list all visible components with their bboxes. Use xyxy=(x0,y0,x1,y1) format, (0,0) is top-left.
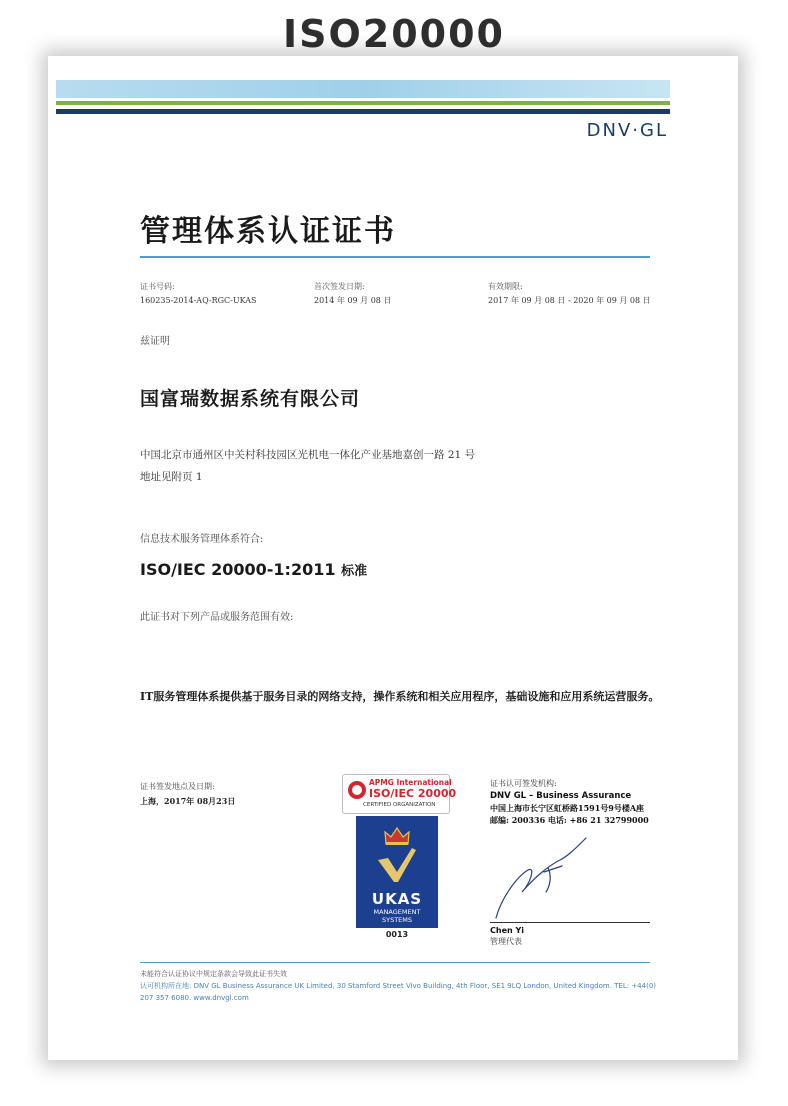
certificate-footer: 未能符合认证协议中规定条款会导致此证书失效 认可机构所在地: DNV GL Business Assurance UK Limited, 30 Stamford Street Vivo Building, 4th Floor, SE1 9LQ London, United Kingdom. TEL: +44(0) 207 357 6080. www.dnvgl.com xyxy=(140,970,657,1002)
page-heading: ISO20000 xyxy=(282,12,505,56)
crown-icon xyxy=(383,824,411,846)
scope-label: 此证书对下列产品或服务范围有效: xyxy=(140,612,294,623)
handwritten-signature xyxy=(488,826,598,926)
header-stripe-green xyxy=(56,101,670,105)
title-divider xyxy=(140,256,650,258)
footer-divider xyxy=(140,962,650,963)
dnvgl-logo: DNV·GL xyxy=(586,120,668,141)
company-address: 中国北京市通州区中关村科技园区光机电一体化产业基地嘉创一路 21 号 地址见附页 1 xyxy=(140,449,476,483)
certificate-sheet xyxy=(48,56,738,1060)
ukas-accreditation-mark: UKAS MANAGEMENT SYSTEMS xyxy=(356,816,438,928)
issue-place-date: 证书签发地点及日期: 上海，2017年 08月23日 xyxy=(140,782,236,806)
signature-line xyxy=(490,922,650,923)
company-name: 国富瑞数据系统有限公司 xyxy=(140,388,361,410)
meta-validity: 有效期限: 2017 年 09 月 08 日 - 2020 年 09 月 08 日 xyxy=(488,282,651,305)
meta-certificate-number: 证书号码: 160235-2014-AQ-RGC-UKAS xyxy=(140,282,257,305)
apmg-iso20000-badge: APMG International ISO/IEC 20000 CERTIFIED ORGANIZATION xyxy=(342,774,450,814)
header-stripe-blue xyxy=(56,80,670,98)
standard-name: ISO/IEC 20000-1:2011 标准 xyxy=(140,560,368,579)
ukas-number: 0013 xyxy=(385,930,409,939)
signer-block: Chen Yi 管理代表 xyxy=(490,926,525,946)
issuing-authority: 证书认可签发机构: DNV GL – Business Assurance 中国上海市长宁区虹桥路1591号9号楼A座 邮编: 200336 电话: +86 21 32799000 xyxy=(490,779,649,825)
certificate-title: 管理体系认证证书 xyxy=(140,214,396,249)
tick-icon xyxy=(376,846,418,884)
apmg-swirl-icon xyxy=(348,781,366,799)
attest-text: 兹证明 xyxy=(140,336,170,347)
header-stripe-navy xyxy=(56,109,670,114)
conform-label: 信息技术服务管理体系符合: xyxy=(140,534,264,545)
scope-text: IT服务管理体系提供基于服务目录的网络支持，操作系统和相关应用程序，基础设施和应用系统运营服务。 xyxy=(140,690,660,703)
meta-first-issue: 首次签发日期: 2014 年 09 月 08 日 xyxy=(314,282,392,305)
